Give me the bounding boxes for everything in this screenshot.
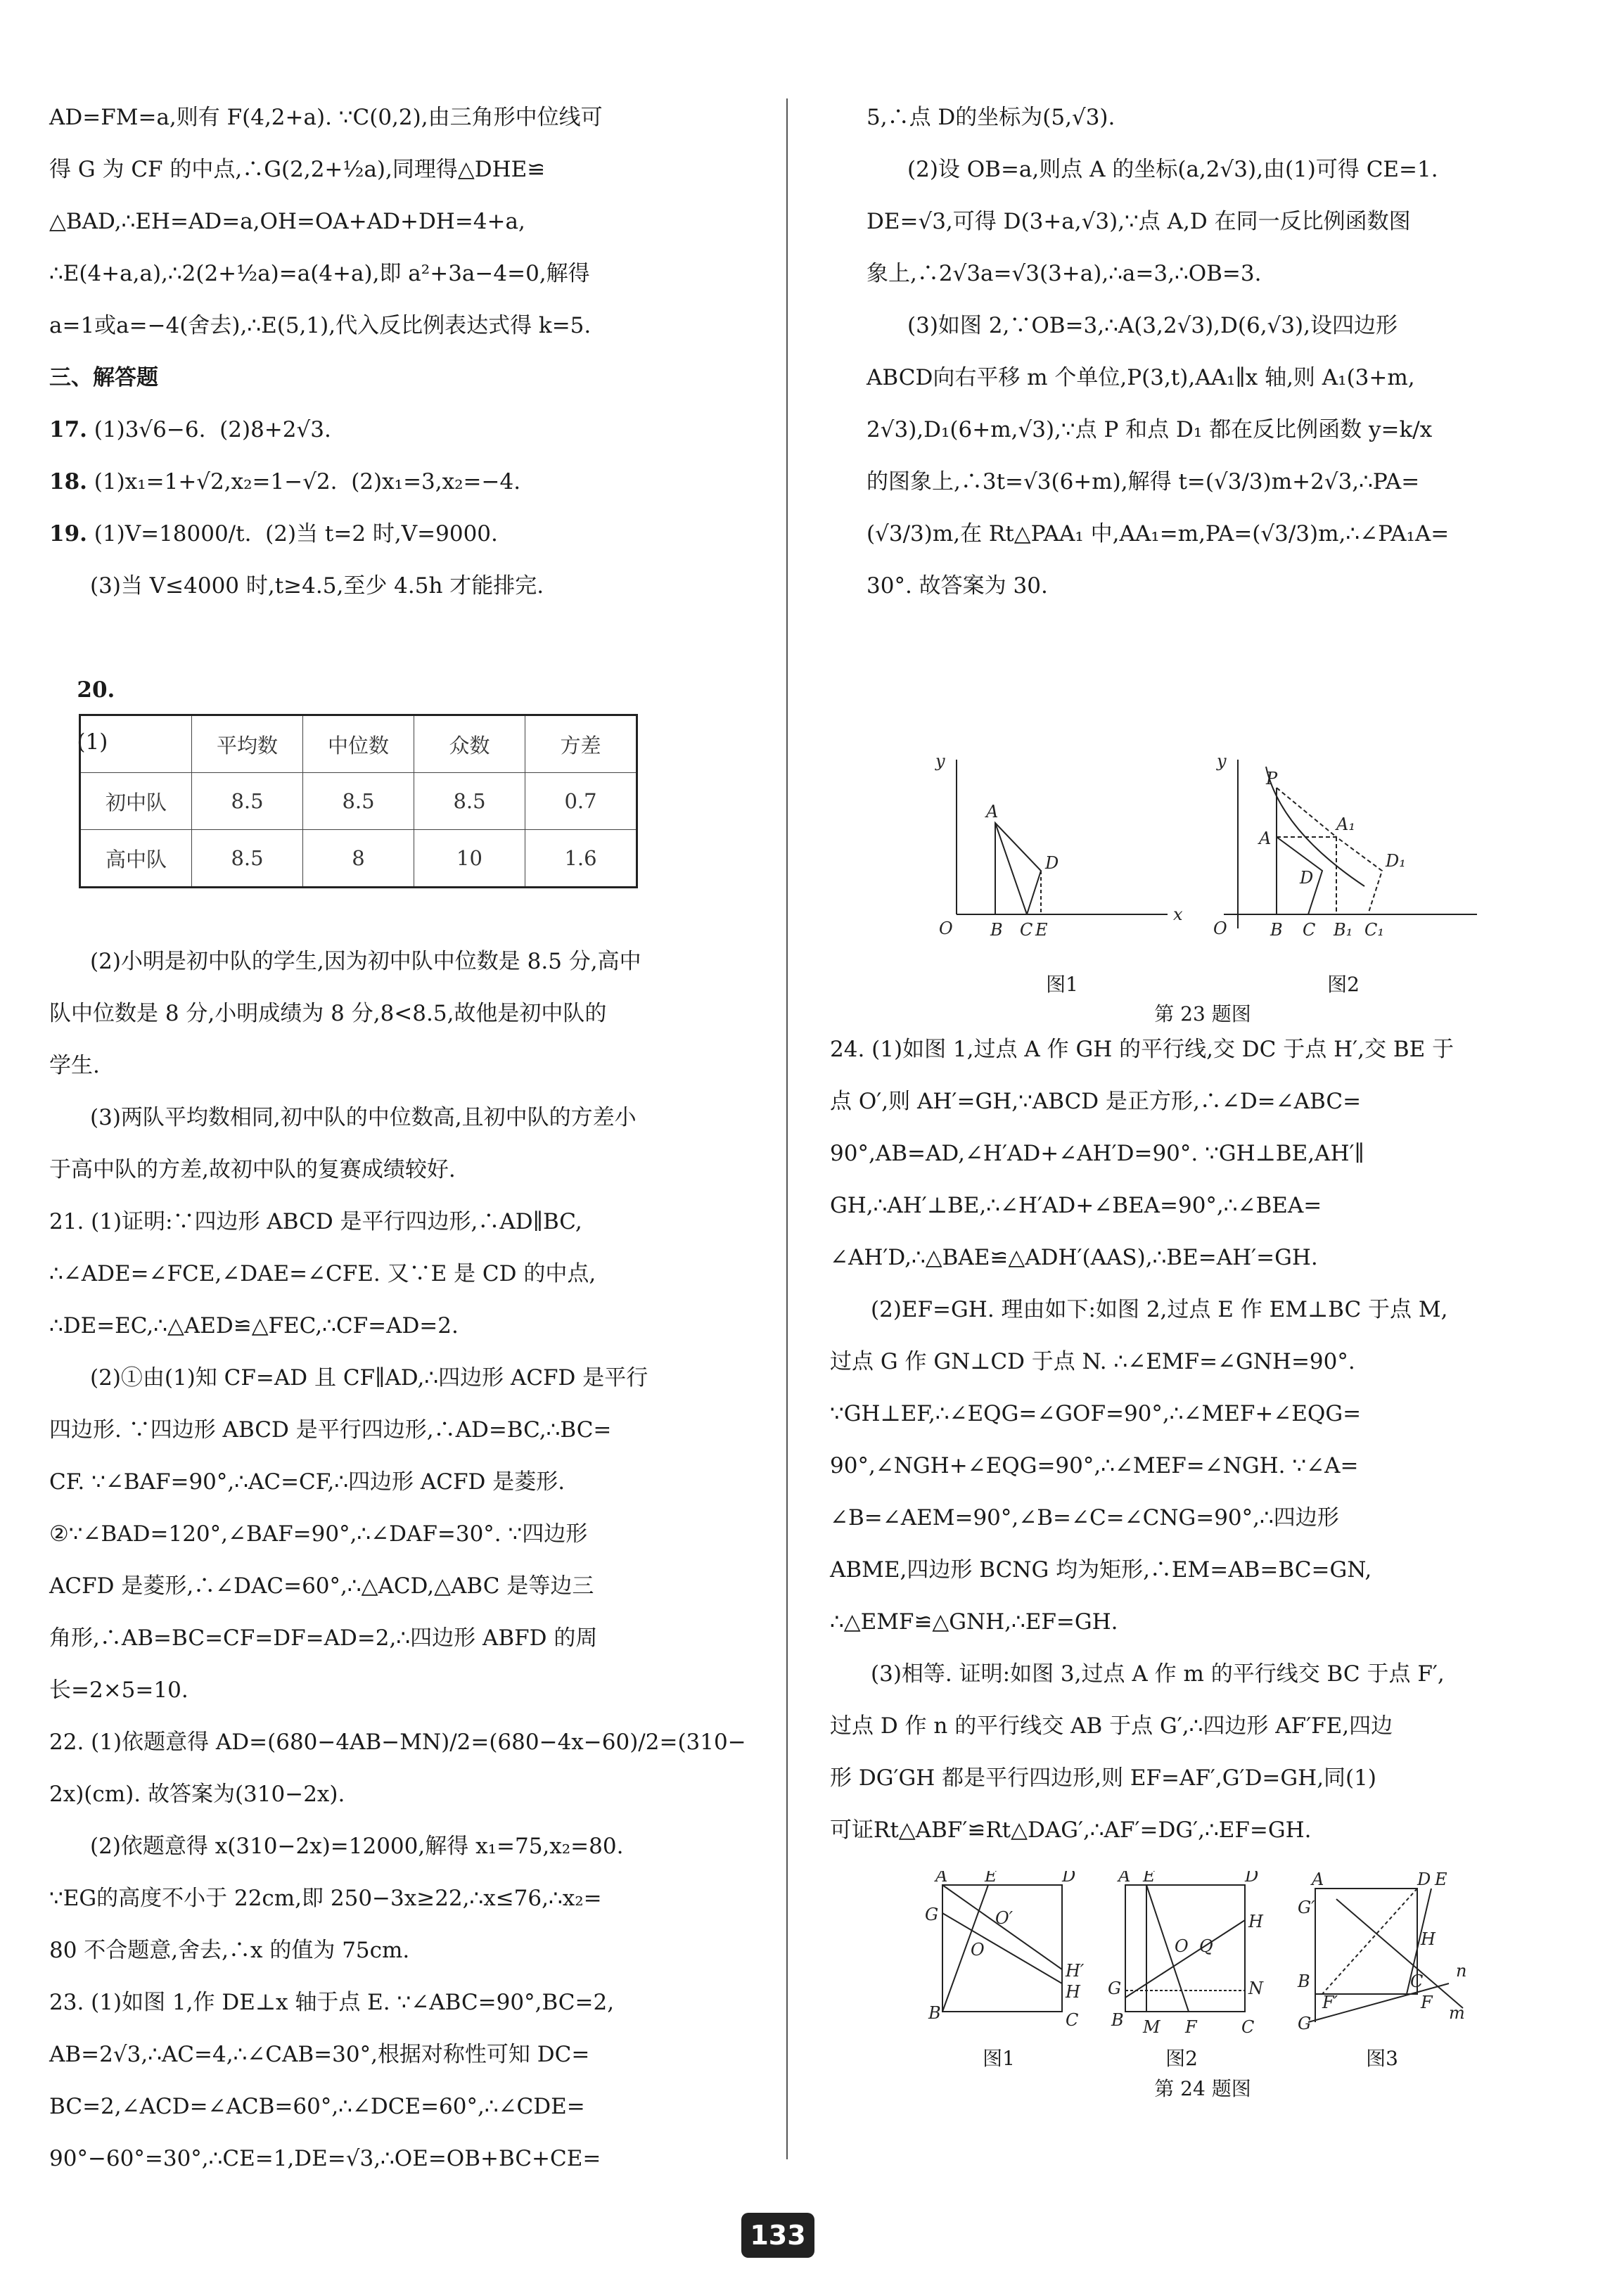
text-line: 学生. [49, 1053, 100, 1078]
figure-24-drawing [914, 1871, 1491, 2040]
text-line: (2)设 OB=a,则点 A 的坐标(a,2√3),由(1)可得 CE=1. [907, 157, 1438, 182]
text-line: 22. (1)依题意得 AD=(680−4AB−MN)/2=(680−4x−60)/2=(310− [49, 1730, 746, 1755]
svg-text:D: D [1045, 853, 1059, 873]
svg-text:A: A [1118, 1871, 1131, 1886]
text-line: 2√3),D₁(6+m,√3),∵点 P 和点 D₁ 都在反比例函数 y=k/x [867, 417, 1433, 442]
text-line: 点 O′,则 AH′=GH,∵ABCD 是正方形,∴∠D=∠ABC= [830, 1089, 1362, 1114]
table-cell: 高中队 [80, 830, 192, 888]
svg-text:E: E [985, 1871, 997, 1886]
table-row [80, 773, 637, 830]
text-line: (3)如图 2,∵OB=3,∴A(3,2√3),D(6,√3),设四边形 [907, 313, 1398, 338]
svg-text:C: C [1410, 1972, 1424, 1991]
text-line: △BAD,∴EH=AD=a,OH=OA+AD+DH=4+a, [49, 209, 525, 234]
svg-text:H: H [1066, 1982, 1080, 2002]
fig23-title: 第 23 题图 [1154, 1002, 1251, 1026]
figure-23-drawing [928, 746, 1491, 971]
text-line: ∠AH′D,∴△BAE≌△ADH′(AAS),∴BE=AH′=GH. [830, 1245, 1318, 1270]
text-line: a=1或a=−4(舍去),∴E(5,1),代入反比例表达式得 k=5. [49, 313, 592, 338]
q23-continued [867, 91, 1570, 612]
svg-text:D: D [1417, 1871, 1431, 1889]
svg-text:x: x [1173, 905, 1183, 924]
table-cell: 8 [303, 830, 414, 888]
text-line: DE=√3,可得 D(3+a,√3),∵点 A,D 在同一反比例函数图 [867, 209, 1411, 234]
text-line: (2)小明是初中队的学生,因为初中队中位数是 8.5 分,高中 [90, 949, 641, 974]
text-line: (3)两队平均数相同,初中队的中位数高,且初中队的方差小 [90, 1105, 637, 1130]
column-divider [786, 98, 788, 2159]
table-cell: 8.5 [303, 773, 414, 830]
answer-item [49, 456, 753, 508]
text-line: 于高中队的方差,故初中队的复赛成绩较好. [49, 1157, 456, 1182]
right-column [867, 91, 1570, 612]
svg-text:y: y [1217, 751, 1227, 771]
left-intro [49, 91, 753, 352]
text-line: ABME,四边形 BCNG 均为矩形,∴EM=AB=BC=GN, [830, 1557, 1372, 1583]
left-column [49, 91, 753, 820]
answer-text: (1)V=18000/t. (2)当 t=2 时,V=9000. [94, 521, 498, 547]
text-line: AB=2√3,∴AC=4,∴∠CAB=30°,根据对称性可知 DC= [49, 2042, 590, 2067]
figure-24 [914, 1871, 1491, 2040]
text-line: ∴∠ADE=∠FCE,∠DAE=∠CFE. 又∵E 是 CD 的中点, [49, 1261, 596, 1286]
text-line: 过点 D 作 n 的平行线交 AB 于点 G′,∴四边形 AF′FE,四边 [830, 1713, 1393, 1739]
svg-text:O: O [1213, 919, 1227, 938]
svg-text:E: E [1143, 1871, 1156, 1886]
svg-text:O′: O′ [995, 1908, 1014, 1928]
question-number: 18. [49, 469, 87, 494]
svg-text:m: m [1449, 2003, 1465, 2023]
svg-text:N: N [1248, 1979, 1263, 1998]
svg-text:F: F [1421, 1993, 1433, 2012]
section-title: 三、解答题 [49, 365, 158, 390]
table-header-cell: 众数 [414, 715, 525, 773]
text-line: (3)相等. 证明:如图 3,过点 A 作 m 的平行线交 BC 于点 F′, [871, 1661, 1445, 1687]
text-line: 可证Rt△ABF′≌Rt△DAG′,∴AF′=DG′,∴EF=GH. [830, 1817, 1312, 1843]
svg-text:G: G [925, 1905, 939, 1924]
svg-text:C: C [1066, 2010, 1079, 2030]
text-line: 90°,∠NGH+∠EQG=90°,∴∠MEF=∠NGH. ∵∠A= [830, 1453, 1359, 1478]
text-line: 24. (1)如图 1,过点 A 作 GH 的平行线,交 DC 于点 H′,交 BE 于 [830, 1037, 1454, 1062]
fig23-cap2: 图2 [1327, 973, 1360, 996]
text-line: 21. (1)证明:∵四边形 ABCD 是平行四边形,∴AD∥BC, [49, 1209, 582, 1234]
text-line: 的图象上,∴3t=√3(6+m),解得 t=(√3/3)m+2√3,∴PA= [867, 469, 1420, 494]
svg-text:y: y [935, 751, 945, 771]
text-line: CF. ∵∠BAF=90°,∴AC=CF,∴四边形 ACFD 是菱形. [49, 1469, 565, 1495]
text-line: 30°. 故答案为 30. [867, 573, 1048, 599]
svg-text:Q: Q [1199, 1936, 1213, 1956]
text-line: (2)①由(1)知 CF=AD 且 CF∥AD,∴四边形 ACFD 是平行 [90, 1365, 648, 1391]
table-cell: 8.5 [192, 830, 303, 888]
table-cell: 初中队 [80, 773, 192, 830]
table-header-cell [80, 715, 192, 773]
text-line: (√3/3)m,在 Rt△PAA₁ 中,AA₁=m,PA=(√3/3)m,∴∠PA₁A= [867, 521, 1450, 547]
svg-text:B: B [1270, 920, 1283, 940]
answer-item [49, 404, 753, 456]
table-cell: 10 [414, 830, 525, 888]
table-cell: 1.6 [525, 830, 637, 888]
svg-text:E: E [1435, 1871, 1447, 1889]
text-line: (2)EF=GH. 理由如下:如图 2,过点 E 作 EM⊥BC 于点 M, [871, 1297, 1448, 1322]
text-line: 90°,AB=AD,∠H′AD+∠AH′D=90°. ∵GH⊥BE,AH′∥ [830, 1141, 1364, 1166]
fig1-quadrilateral [995, 823, 1041, 914]
svg-text:H: H [1421, 1929, 1436, 1949]
svg-text:D: D [1300, 868, 1314, 888]
left-column-lower [49, 935, 753, 2185]
svg-text:C₁: C₁ [1364, 920, 1384, 940]
svg-text:P: P [1266, 769, 1278, 788]
svg-text:H′: H′ [1066, 1961, 1085, 1981]
svg-text:E: E [1035, 920, 1048, 940]
text-line: 2x)(cm). 故答案为(310−2x). [49, 1782, 345, 1807]
svg-text:A: A [1312, 1871, 1324, 1889]
fig24-title: 第 24 题图 [1154, 2077, 1251, 2100]
text-line: 长=2×5=10. [49, 1678, 188, 1703]
answer-list [49, 404, 753, 612]
text-line: 形 DG′GH 都是平行四边形,则 EF=AF′,G′D=GH,同(1) [830, 1765, 1376, 1791]
text-line: ∵EG的高度不小于 22cm,即 250−3x≥22,∴x≤76,∴x₂= [49, 1886, 602, 1911]
svg-text:O: O [1175, 1936, 1189, 1956]
svg-text:H: H [1248, 1912, 1263, 1931]
text-line: ∵GH⊥EF,∴∠EQG=∠GOF=90°,∴∠MEF+∠EQG= [830, 1401, 1362, 1426]
text-line: 得 G 为 CF 的中点,∴G(2,2+½a),同理得△DHE≌ [49, 157, 546, 182]
answer-item [49, 560, 753, 612]
text-line: ②∵∠BAD=120°,∠BAF=90°,∴∠DAF=30°. ∵四边形 [49, 1521, 588, 1547]
svg-text:G′: G′ [1298, 1898, 1315, 1917]
text-line: 23. (1)如图 1,作 DE⊥x 轴于点 E. ∵∠ABC=90°,BC=2, [49, 1990, 615, 2015]
svg-text:F: F [1185, 2017, 1197, 2037]
q20-label: 20. [77, 677, 115, 703]
table-header-cell: 平均数 [192, 715, 303, 773]
table-row [80, 830, 637, 888]
text-line: AD=FM=a,则有 F(4,2+a). ∵C(0,2),由三角形中位线可 [49, 105, 603, 130]
table-header-cell: 方差 [525, 715, 637, 773]
fig3-square [1315, 1889, 1417, 1994]
svg-text:G: G [1298, 2014, 1312, 2033]
table-header-cell: 中位数 [303, 715, 414, 773]
text-line: 象上,∴2√3a=√3(3+a),∴a=3,∴OB=3. [867, 261, 1262, 286]
svg-text:B₁: B₁ [1334, 920, 1353, 940]
svg-text:O: O [939, 919, 953, 938]
svg-text:B: B [928, 2003, 941, 2023]
text-line: ABCD向右平移 m 个单位,P(3,t),AA₁∥x 轴,则 A₁(3+m, [867, 365, 1415, 390]
text-line: GH,∴AH′⊥BE,∴∠H′AD+∠BEA=90°,∴∠BEA= [830, 1193, 1322, 1218]
q24-solution [830, 1023, 1568, 1856]
table-cell: 0.7 [525, 773, 637, 830]
text-line: 过点 G 作 GN⊥CD 于点 N. ∴∠EMF=∠GNH=90°. [830, 1349, 1355, 1374]
svg-text:C: C [1303, 920, 1316, 940]
text-line: (2)依题意得 x(310−2x)=12000,解得 x₁=75,x₂=80. [90, 1834, 624, 1859]
answer-item [49, 508, 753, 560]
svg-text:B: B [1298, 1972, 1310, 1991]
fig24-cap1: 图1 [983, 2047, 1015, 2070]
fig23-cap1: 图1 [1046, 973, 1078, 996]
svg-text:D: D [1245, 1871, 1259, 1886]
text-line: 角形,∴AB=BC=CF=DF=AD=2,∴四边形 ABFD 的周 [49, 1625, 598, 1651]
text-line: 队中位数是 8 分,小明成绩为 8 分,8<8.5,故他是初中队的 [49, 1001, 607, 1026]
right-column-lower [830, 1023, 1568, 1856]
text-line: 90°−60°=30°,∴CE=1,DE=√3,∴OE=OB+BC+CE= [49, 2146, 601, 2171]
text-line: ACFD 是菱形,∴∠DAC=60°,∴△ACD,△ABC 是等边三 [49, 1573, 594, 1599]
text-line: ∴E(4+a,a),∴2(2+½a)=a(4+a),即 a²+3a−4=0,解得 [49, 261, 590, 286]
page-number: 133 [741, 2213, 814, 2258]
text-line: BC=2,∠ACD=∠ACB=60°,∴∠DCE=60°,∴∠CDE= [49, 2094, 585, 2119]
svg-text:O: O [971, 1940, 985, 1960]
text-line: 四边形. ∵四边形 ABCD 是平行四边形,∴AD=BC,∴BC= [49, 1417, 612, 1443]
left-after-table [49, 935, 753, 2185]
svg-text:A: A [935, 1871, 948, 1886]
svg-text:n: n [1456, 1961, 1467, 1981]
svg-text:C: C [1241, 2017, 1255, 2037]
svg-text:C: C [1020, 920, 1033, 940]
table-cell: 8.5 [192, 773, 303, 830]
text-line: ∴DE=EC,∴△AED≌△FEC,∴CF=AD=2. [49, 1313, 459, 1338]
svg-text:A: A [1259, 829, 1272, 848]
fig2-shifted [1336, 837, 1382, 914]
svg-text:G: G [1108, 1979, 1122, 1998]
answer-text: (1)3√6−6. (2)8+2√3. [94, 417, 331, 442]
svg-text:B: B [1111, 2010, 1124, 2030]
table-cell: 8.5 [414, 773, 525, 830]
figure-23 [928, 746, 1491, 971]
svg-text:D₁: D₁ [1386, 851, 1406, 871]
fig24-cap2: 图2 [1165, 2047, 1198, 2070]
question-number: 17. [49, 417, 87, 442]
text-line: 5,∴点 D的坐标为(5,√3). [867, 105, 1115, 130]
svg-text:A: A [986, 802, 999, 822]
q20-part: (1) [77, 729, 108, 755]
score-table [79, 714, 638, 888]
question-number: 19. [49, 521, 87, 547]
fig24-cap3: 图3 [1366, 2047, 1398, 2070]
svg-text:A₁: A₁ [1336, 814, 1355, 834]
text-line: ∴△EMF≌△GNH,∴EF=GH. [830, 1609, 1118, 1635]
answer-text: (1)x₁=1+√2,x₂=1−√2. (2)x₁=3,x₂=−4. [94, 469, 521, 494]
svg-text:F′: F′ [1322, 1993, 1338, 2012]
svg-text:M: M [1143, 2017, 1161, 2037]
answer-text: (3)当 V≤4000 时,t≥4.5,至少 4.5h 才能排完. [90, 573, 544, 599]
svg-text:B: B [990, 920, 1003, 940]
table-header-row [80, 715, 637, 773]
svg-text:D: D [1062, 1871, 1076, 1886]
text-line: ∠B=∠AEM=90°,∠B=∠C=∠CNG=90°,∴四边形 [830, 1505, 1339, 1531]
text-line: 80 不合题意,舍去,∴x 的值为 75cm. [49, 1938, 410, 1963]
